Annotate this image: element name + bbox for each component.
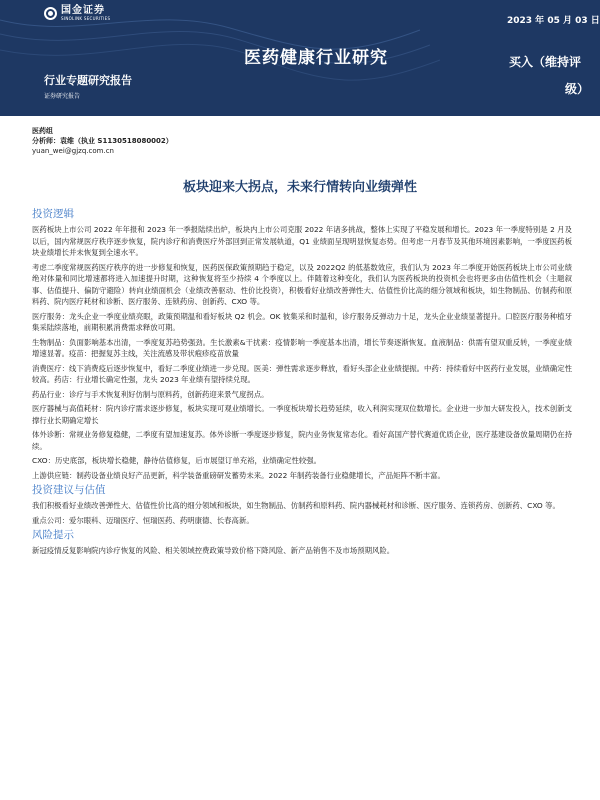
paragraph: 我们积极看好业绩改善弹性大、估值性价比高的细分领域和板块，如生物制品、仿制药和原料药、院内器械耗材和诊断、医疗服务、连锁药房、创新药、CXO 等。	[32, 501, 560, 510]
paragraph: 上游供应链：制药设备业绩良好产品更新，科学装备重磅研发蓄势未来。2022 年制药装备行业稳健增长，产品矩阵不断丰富。	[32, 470, 445, 480]
rating-line-1: 买入（维持评	[509, 55, 582, 69]
paragraph: 重点公司：爱尔眼科、迈瑞医疗、恒瑞医药、药明康德、长春高新。	[32, 515, 254, 525]
analyst-email: yuan_wei@gjzq.com.cn	[32, 147, 114, 155]
section-heading-risk: 风险提示	[32, 529, 74, 541]
paragraph: 医疗服务：龙头企业一季度业绩亮眼，政策预期温和看好板块 Q2 机会。OK 彼集采和时温和，诊疗服务反弹动力十足，龙头企业业绩显著提升。口腔医疗服务种植牙集采陆续落地，前期积累消费需求释放可期。	[32, 311, 572, 332]
section-heading-advice: 投资建议与估值	[32, 484, 106, 496]
report-body	[32, 208, 572, 560]
paragraph: 医疗器械与高值耗材：院内诊疗需求逐步修复，板块实现可观业绩增长。一季度板块增长趋势延续，收入利润实现双位数增长。企业进一步加大研发投入，技术创新支撑行业长期确定增长	[32, 404, 572, 425]
rating-line-2: 级）	[565, 82, 590, 96]
logo-name: 国金证券	[61, 5, 105, 16]
paragraph: 体外诊断：常规业务修复稳健，二季度有望加速复苏。体外诊断一季度逐步修复，院内业务恢复常态化。看好高国产替代赛道优质企业，医疗基建设备放量周期仍在持续。	[32, 430, 572, 451]
analyst-group: 医药组	[32, 127, 53, 135]
report-title: 医药健康行业研究	[244, 48, 388, 68]
analyst-name: 分析师：袁维（执业 S1130518080002）	[32, 137, 173, 145]
page-title: 板块迎来大拐点，未来行情转向业绩弹性	[182, 180, 417, 195]
logo-icon	[44, 7, 57, 20]
paragraph: 消费医疗：线下消费疫后逐步恢复中，看好二季度业绩进一步兑现。医美：弹性需求逐步释放，看好头部企业业绩提振。中药：持续看好中医药行业发展，业绩确定性较高。药店：行业增长确定性强，龙头 2023 年业绩有望持续兑现。	[32, 363, 572, 384]
paragraph: 考虑二季度常规医药医疗秩序的进一步修复和恢复，医药医保政策预期趋于稳定，以及 2022Q2 的低基数效应，我们认为 2023 年二季度开始医药板块上市公司业绩绝对体量和同比增速都将进入加速提升时期，这种恢复将至少持续 4 个季度以上。伴随着这种变化，我们认为医药板块的投资机会也将更多由估值性机会（主题叙事、估值提升、偏防守避险）转向业绩面机会（业绩改善驱动、性价比投资），积极看好业绩改善弹性大、估值性价比高的细分领域和板块，如生物制品、仿制药和原料药、院内医疗耗材和诊断、医疗服务、连锁药房、创新药、CXO 等。	[32, 262, 572, 306]
section-heading-logic: 投资逻辑	[32, 208, 74, 220]
report-type: 证券研究报告	[44, 93, 81, 100]
paragraph: 医药板块上市公司 2022 年年报和 2023 年一季报陆续出炉，板块内上市公司克服 2022 年诸多挑战，整体上实现了平稳发展和增长。2023 年一季度特别是 2 月及以后，国内常规医疗秩序逐步恢复，院内诊疗和消费医疗外部回到正常发展轨道，Q1 业绩面呈现明显恢复态势。但考虑一月春节及其他环境因素影响，一季度医药板块业绩增长并未恢复到全速水平。	[32, 225, 572, 257]
report-subject: 行业专题研究报告	[44, 74, 132, 87]
paragraph: 新冠疫情反复影响院内诊疗恢复的风险、相关领域控费政策导致价格下降风险、新产品销售不及市场预期风险。	[32, 546, 395, 555]
company-logo	[44, 6, 110, 21]
paragraph: CXO：历史底部，板块增长稳健，静待估值修复，后市展望订单充裕，业绩确定性较强。	[32, 456, 322, 465]
analyst-info	[32, 126, 173, 156]
paragraph: 生物制品：负面影响基本出清，一季度复苏趋势强劲。生长激素&干扰素：疫情影响一季度基本出清，增长节奏逐渐恢复。血液制品：供需有望双重反转，一季度业绩增速显著。疫苗：把握复苏主线，关注流感及带状疱疹疫苗放量	[32, 337, 572, 358]
paragraph: 药品行业：诊疗与手术恢复利好仿制与原料药，创新药迎来景气度拐点。	[32, 389, 269, 399]
rating	[509, 49, 599, 103]
report-date: 2023 年 05 月 03 日	[507, 16, 600, 26]
logo-english-name: SINOLINK SECURITIES	[61, 16, 111, 21]
report-header	[0, 0, 600, 116]
